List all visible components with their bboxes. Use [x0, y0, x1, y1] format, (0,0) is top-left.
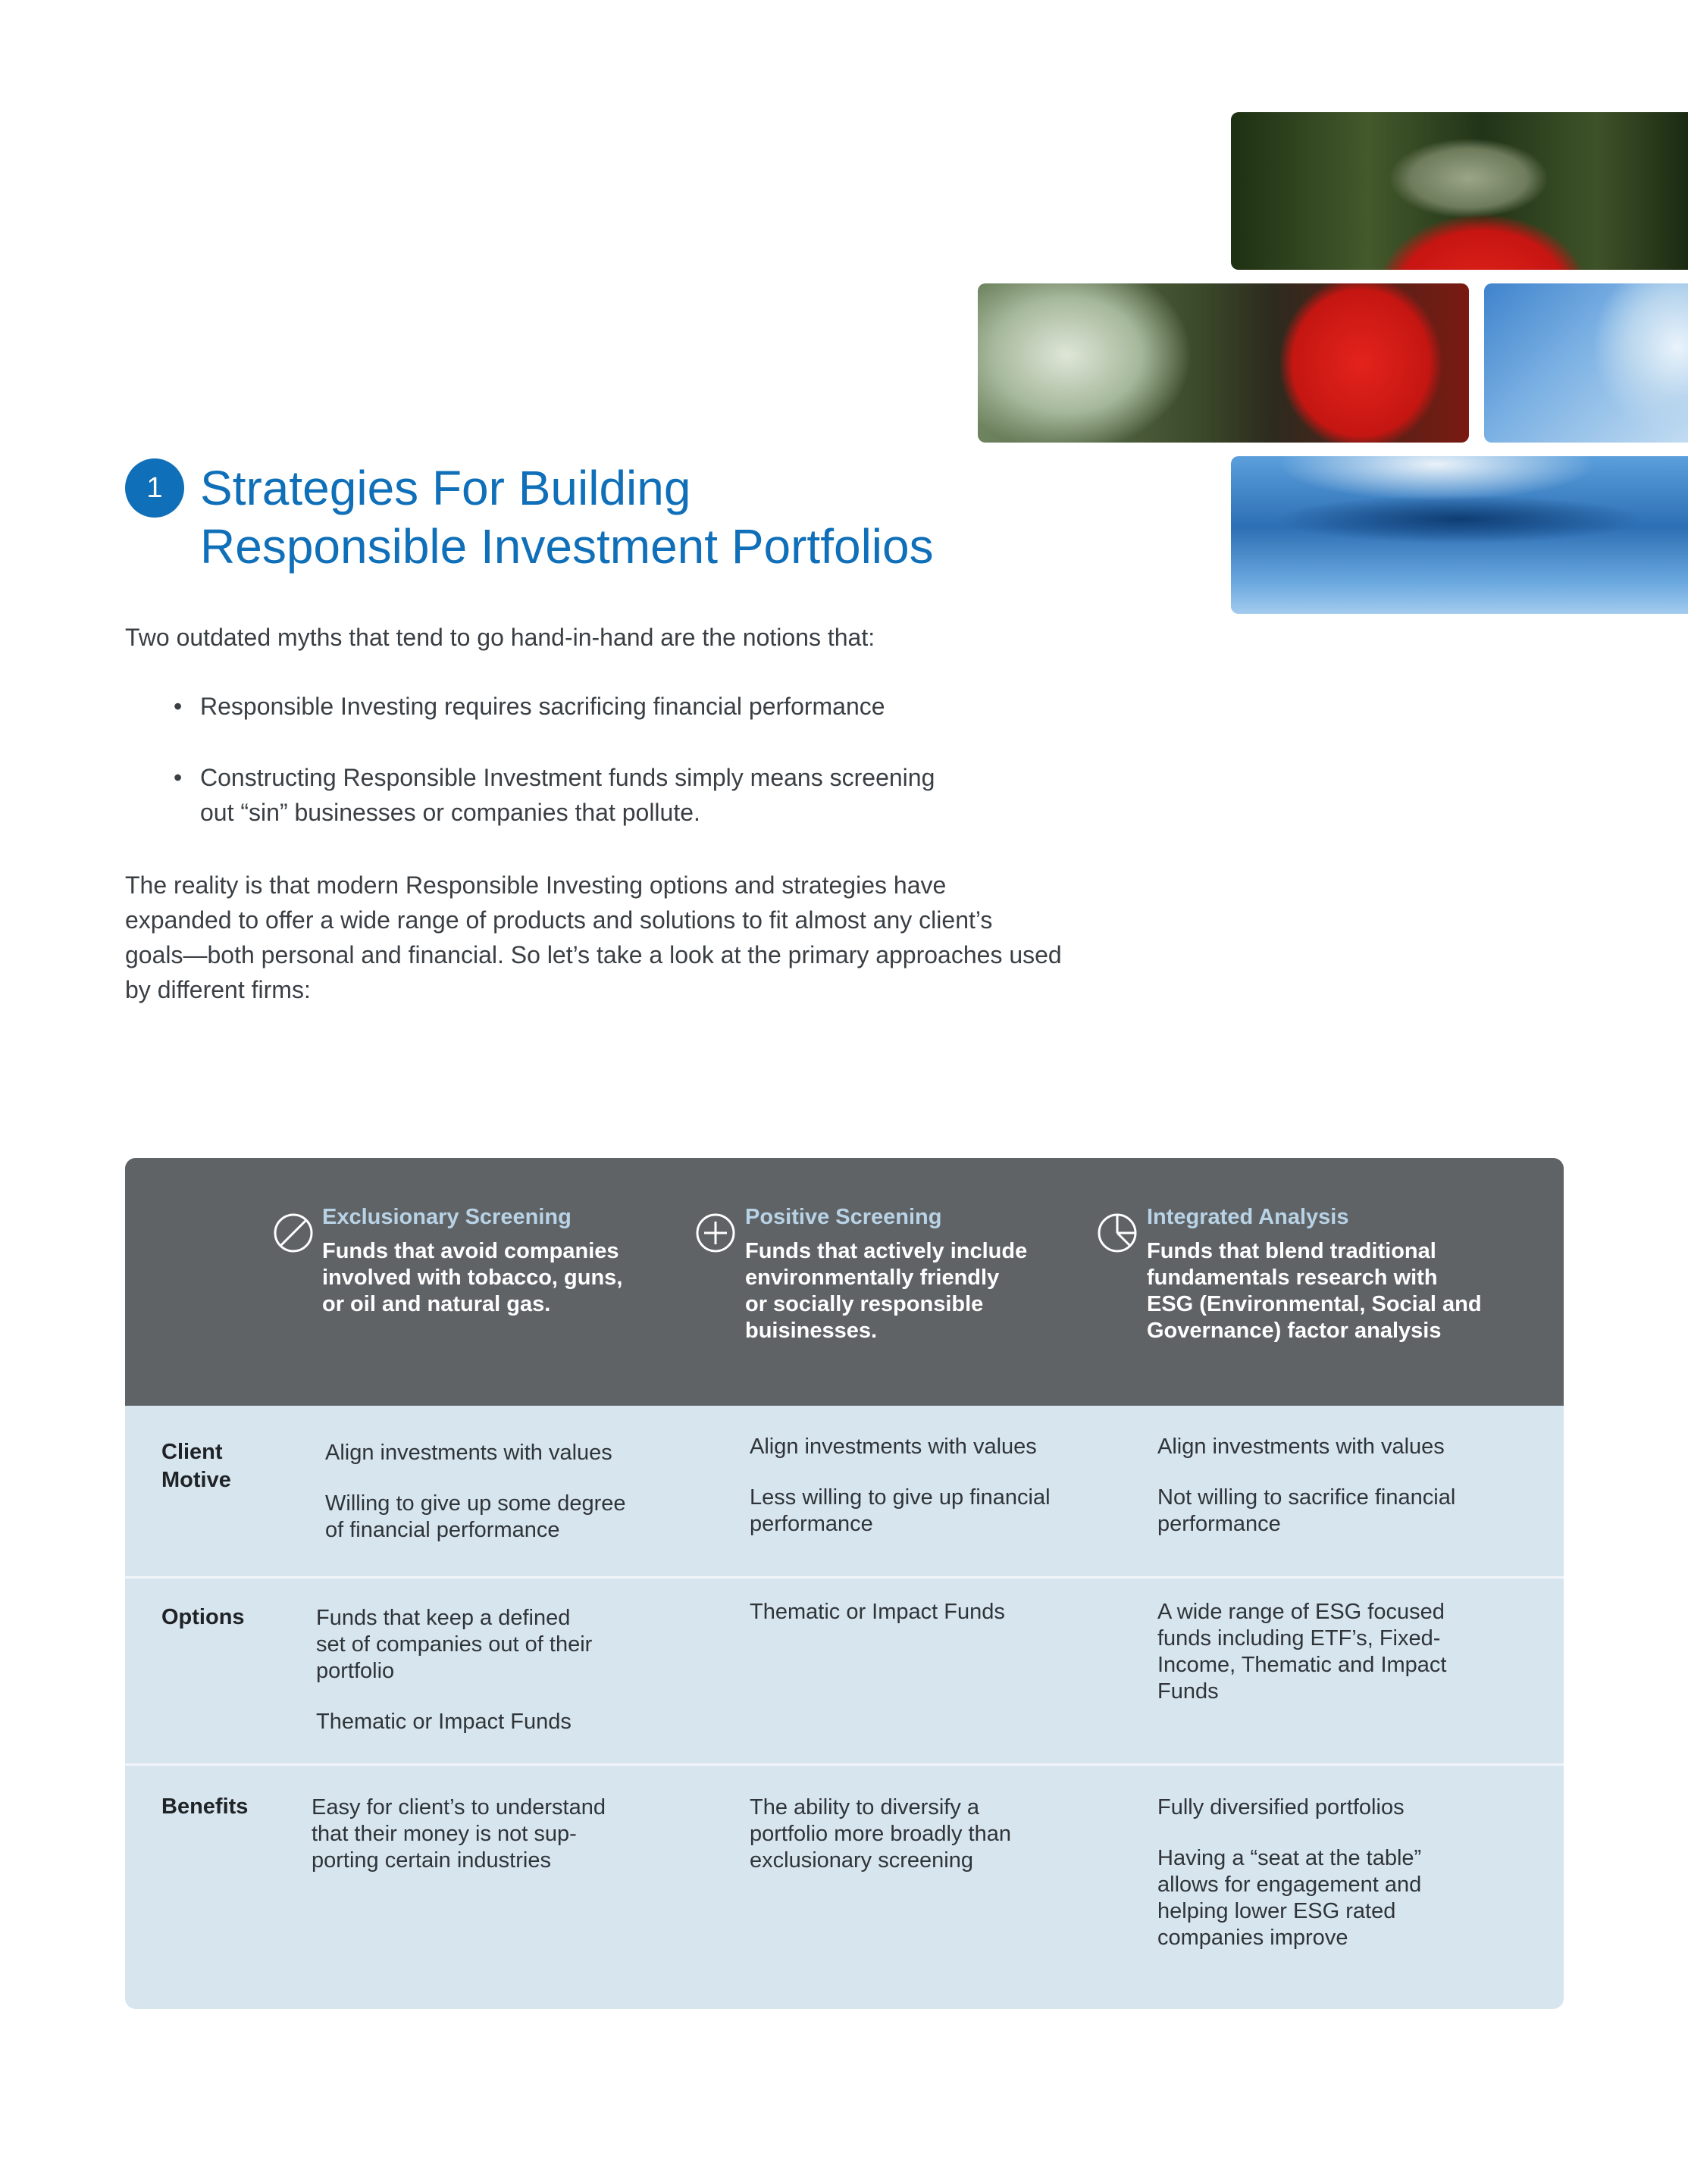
description-line: or socially responsible	[745, 1292, 984, 1316]
tomato-vine-photo	[1231, 112, 1688, 270]
description-line: Funds that avoid companies	[322, 1239, 619, 1263]
cell-text: Align investments with values	[750, 1435, 1037, 1459]
bullet-marker: •	[174, 693, 183, 720]
page-title-line: Responsible Investment Portfolios	[200, 519, 934, 574]
cell-text: Less willing to give up financial performance	[750, 1485, 1051, 1536]
row-label-client-motive	[161, 1438, 231, 1494]
description-line: Funds that actively include	[745, 1239, 1028, 1263]
row-label-benefits	[161, 1793, 248, 1821]
bullet-marker: •	[174, 764, 183, 791]
cell-text: Align investments with values	[1157, 1435, 1445, 1459]
water-droplet-close-photo	[1231, 456, 1688, 614]
list-item	[125, 760, 1080, 830]
description-line: involved with tobacco, guns,	[322, 1266, 623, 1290]
comparison-table	[125, 1158, 1564, 2009]
list-item-text: Responsible Investing requires sacrificing financial performance	[200, 693, 885, 720]
column-title: Integrated Analysis	[1147, 1205, 1349, 1229]
row-divider	[125, 1763, 1564, 1766]
cell-text: Thematic or Impact Funds	[316, 1710, 572, 1734]
description-line: fundamentals research with	[1147, 1266, 1438, 1290]
plus-circle-icon	[695, 1212, 736, 1253]
description-line: Funds that blend traditional	[1147, 1239, 1436, 1263]
description-line: environmentally friendly	[745, 1266, 1000, 1290]
column-title: Exclusionary Screening	[322, 1205, 572, 1229]
table-cell	[1157, 1434, 1536, 1538]
table-cell	[750, 1434, 1113, 1538]
table-cell	[1157, 1794, 1536, 1951]
paragraph-line: expanded to offer a wide range of products and solutions to fit almost any client’s	[125, 906, 993, 934]
leaf-tomato-photo	[978, 283, 1469, 443]
paragraph-line: goals—both personal and financial. So let’s take a look at the primary approaches used	[125, 941, 1062, 968]
no-sign-icon	[273, 1212, 314, 1253]
description-line: or oil and natural gas.	[322, 1292, 551, 1316]
table-cell	[312, 1794, 691, 1874]
cell-text: Fully diversified portfolios	[1157, 1795, 1405, 1819]
myth-list	[125, 689, 1080, 866]
table-cell	[1157, 1599, 1536, 1705]
water-droplet-photo	[1484, 283, 1688, 443]
section-number-badge: 1	[125, 458, 184, 518]
table-cell	[750, 1794, 1113, 1874]
cell-text: Thematic or Impact Funds	[750, 1600, 1005, 1624]
description-line: Governance) factor analysis	[1147, 1319, 1442, 1343]
table-cell	[750, 1599, 1113, 1625]
pie-chart-icon	[1097, 1212, 1138, 1253]
column-title: Positive Screening	[745, 1205, 942, 1229]
table-header	[125, 1158, 1564, 1406]
cell-text: Not willing to sacrifice financial performance	[1157, 1485, 1456, 1536]
list-item-text: out “sin” businesses or companies that pollute.	[200, 799, 700, 826]
description-line: buisinesses.	[745, 1319, 878, 1343]
row-label-line: Options	[161, 1605, 245, 1629]
column-description	[1147, 1238, 1541, 1344]
column-description	[745, 1238, 1094, 1344]
cell-text: Align investments with values	[325, 1441, 612, 1465]
table-cell	[325, 1440, 689, 1544]
row-label-options	[161, 1604, 245, 1632]
row-label-line: Motive	[161, 1468, 231, 1492]
page-title-line: Strategies For Building	[200, 461, 691, 515]
list-item	[125, 689, 1080, 724]
page-title	[200, 459, 1155, 576]
column-description	[322, 1238, 671, 1318]
row-divider	[125, 1576, 1564, 1579]
row-label-line: Benefits	[161, 1794, 249, 1819]
list-item-text: Constructing Responsible Investment funds simply means screening	[200, 764, 935, 791]
intro-paragraph: Two outdated myths that tend to go hand-in-hand are the notions that:	[125, 624, 875, 651]
description-line: ESG (Environmental, Social and	[1147, 1292, 1482, 1316]
paragraph-line: The reality is that modern Responsible Investing options and strategies have	[125, 871, 947, 899]
cell-text: Easy for client’s to understand that their money is not sup- porting certain industries	[312, 1795, 606, 1873]
row-label-line: Client	[161, 1440, 223, 1464]
cell-text: Willing to give up some degree of financial performance	[325, 1491, 626, 1542]
cell-text: A wide range of ESG focused funds including ETF’s, Fixed- Income, Thematic and Impact Funds	[1157, 1600, 1447, 1704]
cell-text: Having a “seat at the table” allows for engagement and helping lower ESG rated companies improve	[1157, 1846, 1422, 1950]
cell-text: Funds that keep a defined set of companies out of their portfolio	[316, 1606, 593, 1683]
paragraph-line: by different firms:	[125, 976, 311, 1003]
cell-text: The ability to diversify a portfolio more broadly than exclusionary screening	[750, 1795, 1011, 1873]
table-cell	[316, 1605, 687, 1735]
closing-paragraph	[125, 868, 1217, 1007]
